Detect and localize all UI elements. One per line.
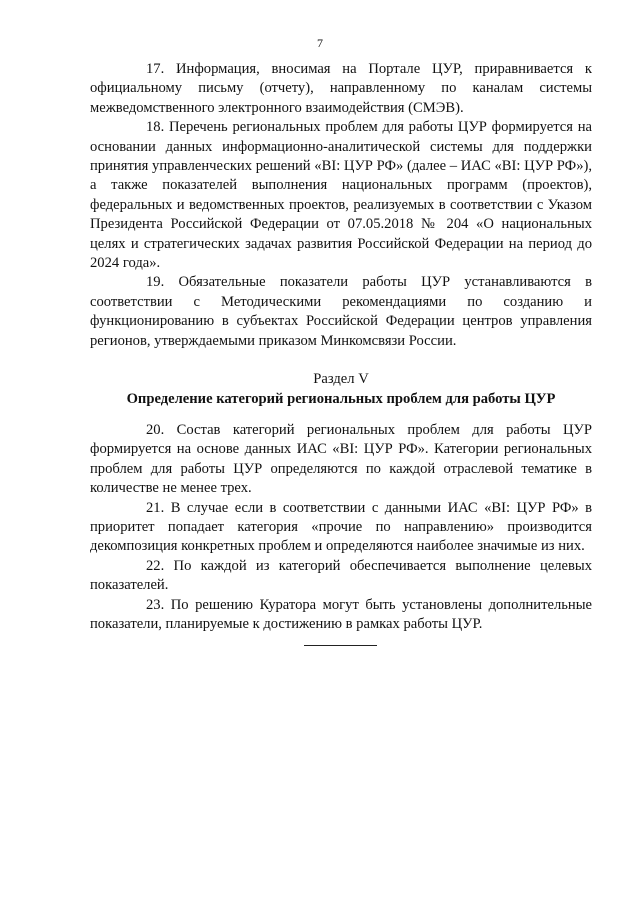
document-body <box>90 60 592 634</box>
paragraph-21: 21. В случае если в соответствии с данными ИАС «BI: ЦУР РФ» в приоритет попадает категория «прочие по направлению» производится декомпозиция конкретных проблем и определяются наиболее значимые из них. <box>90 499 592 555</box>
page-number: 7 <box>317 36 323 50</box>
section-label: Раздел V <box>313 371 369 388</box>
paragraph-18: 18. Перечень региональных проблем для работы ЦУР формируется на основании данных информационно-аналитической системы для поддержки принятия управленческих решений «BI: ЦУР РФ» (далее – ИАС «BI: ЦУР РФ»), а также показателей выполнения национальных программ (проектов), федеральных и ведомственных проектов, реализуемых в соответствии с Указом Президента Российской Федерации от 07.05.2018 № 204 «О национальных целях и стратегических задачах развития Российской Федерации на период до 2024 года». <box>90 119 592 272</box>
paragraph-20: 20. Состав категорий региональных проблем для работы ЦУР формируется на основе данных ИАС «BI: ЦУР РФ». Категории региональных проблем для работы ЦУР определяются по каждой отраслевой тематике в количестве не менее трех. <box>90 421 592 497</box>
paragraph-23: 23. По решению Куратора могут быть установлены дополнительные показатели, планируемые к достижению в рамках работы ЦУР. <box>90 596 592 632</box>
section-title: Определение категорий региональных проблем для работы ЦУР <box>126 390 556 407</box>
paragraph-17: 17. Информация, вносимая на Портале ЦУР, приравнивается к официальному письму (отчету), направленному по каналам системы межведомственного электронного взаимодействия (СМЭВ). <box>90 61 592 116</box>
end-of-document-rule <box>304 645 377 646</box>
paragraph-19: 19. Обязательные показатели работы ЦУР устанавливаются в соответствии с Методическими рекомендациями по созданию и функционированию в субъектах Российской Федерации центров управления регионов, утверждаемыми приказом Минкомсвязи России. <box>90 274 592 349</box>
paragraph-22: 22. По каждой из категорий обеспечивается выполнение целевых показателей. <box>90 557 592 594</box>
